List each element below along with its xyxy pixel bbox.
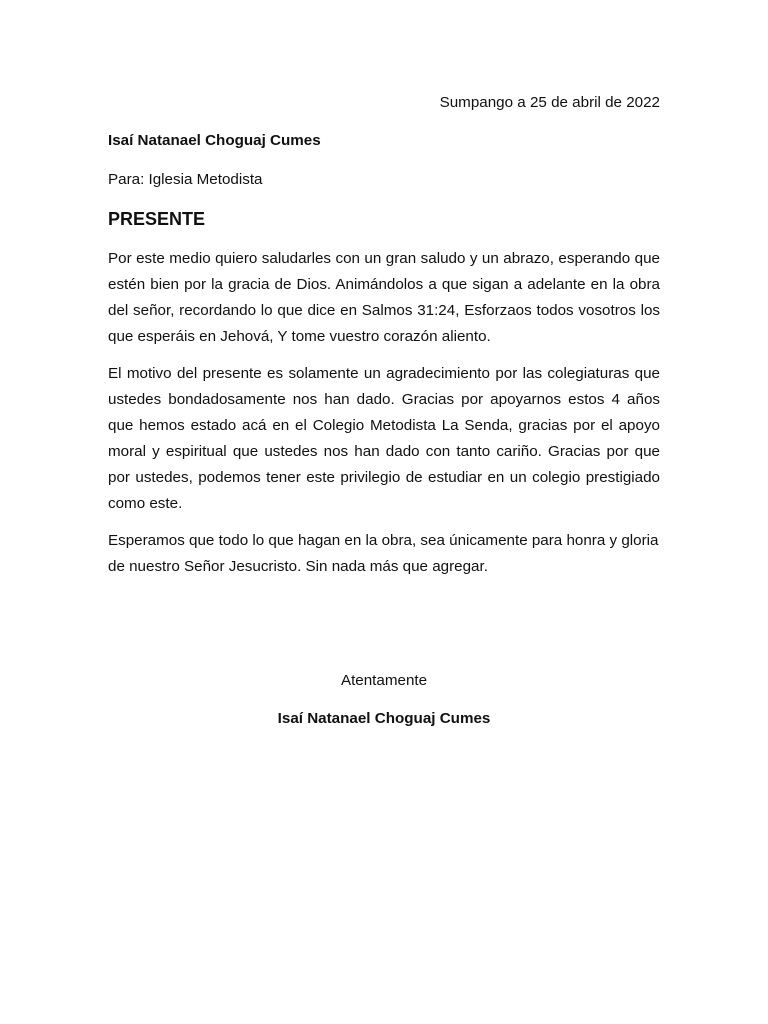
body-paragraph-closing-wish: Esperamos que todo lo que hagan en la obra, sea únicamente para honra y gloria de nuestro Señor Jesucristo. Sin nada más que agregar. [108,532,659,575]
body-paragraph-gratitude: El motivo del presente es solamente un agradecimiento por las colegiaturas que ustedes bondadosamente nos han dado. Gracias por apoyarnos estos 4 años que hemos estado acá en el Colegio Metodista La Senda, gracias por el apoyo moral y espiritual que ustedes nos han dado con tanto cariño. Gracias por que por ustedes, podemos tener este privilegio de estudiar en un colegio prestigiado como este. [108,365,660,512]
letter-heading: PRESENTE [108,209,206,229]
body-paragraph-greeting: Por este medio quiero saludarles con un gran saludo y un abrazo, esperando que estén bien por la gracia de Dios. Animándolos a que sigan a adelante en la obra del señor, recordando lo que dice en Salmos 31:24, Esforzaos todos vosotros los que esperáis en Jehová, Y tome vuestro corazón aliento. [108,250,660,345]
recipient-line: Para: Iglesia Metodista [108,171,263,188]
date-line: Sumpango a 25 de abril de 2022 [439,94,660,111]
signature-name: Isaí Natanael Choguaj Cumes [277,710,491,727]
sender-name: Isaí Natanael Choguaj Cumes [108,132,321,149]
closing-salutation: Atentamente [340,672,428,689]
